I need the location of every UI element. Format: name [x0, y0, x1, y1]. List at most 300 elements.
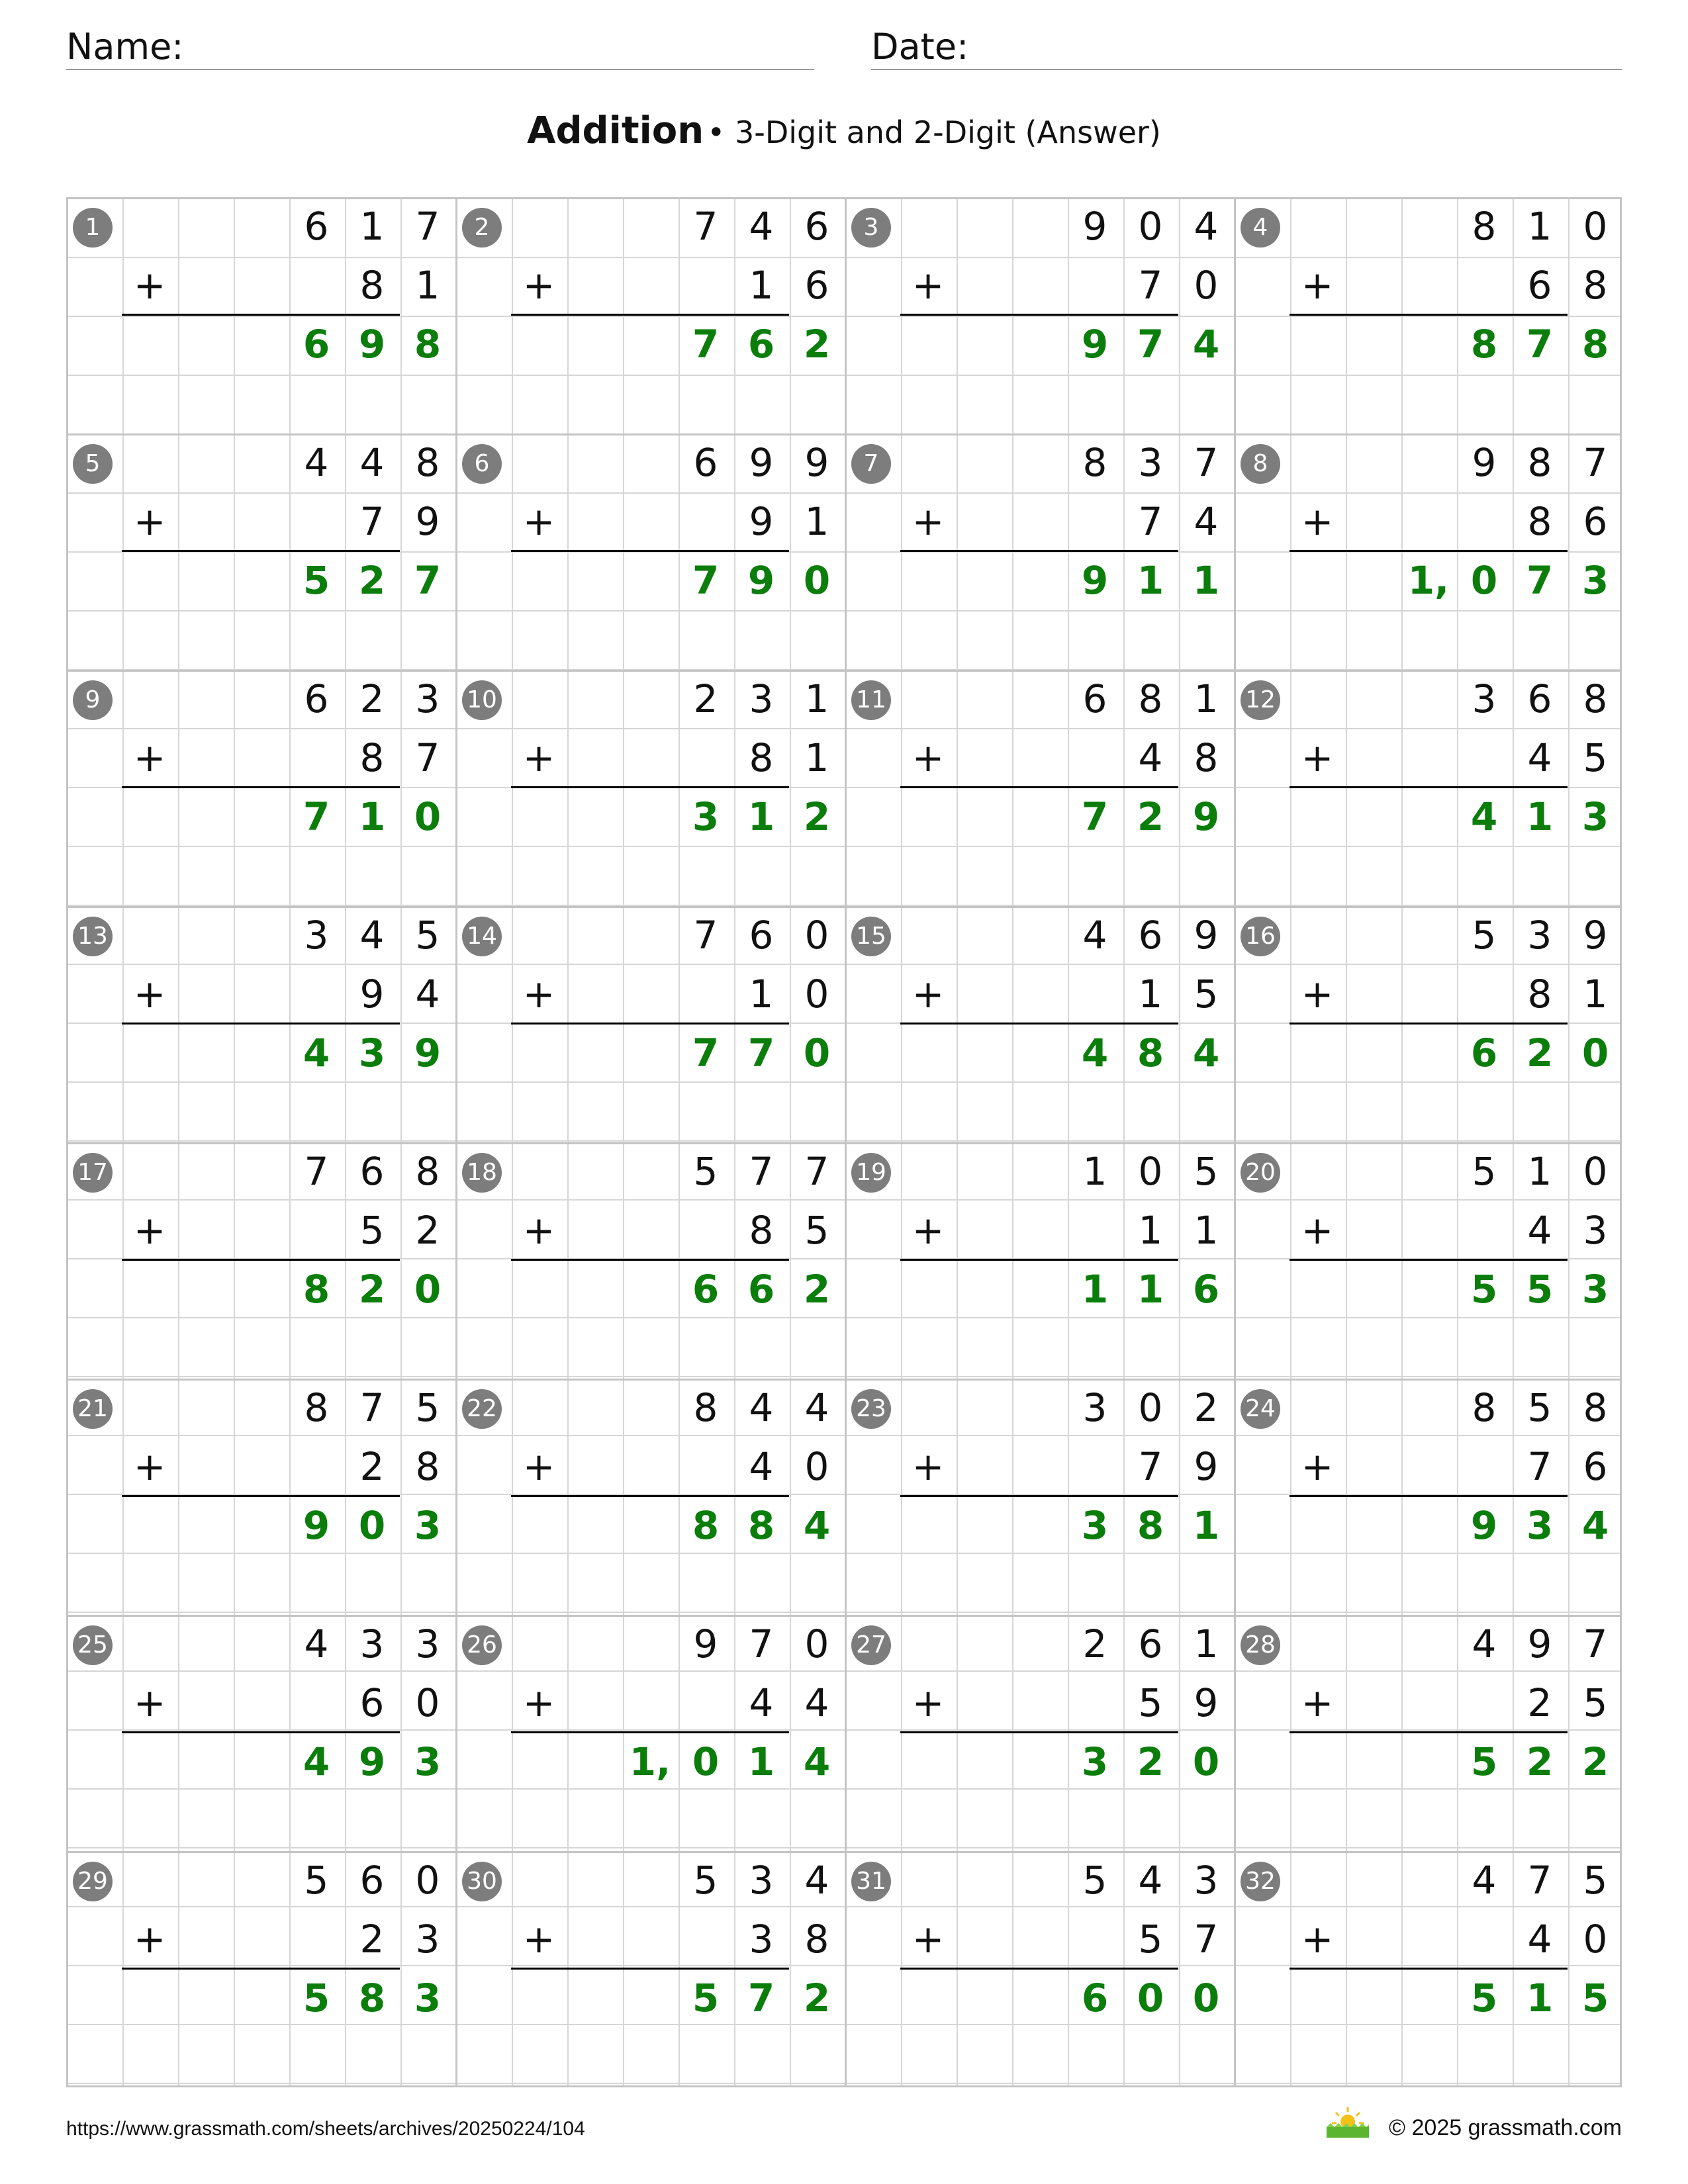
problem-23: [845, 1379, 1234, 1614]
addend-bottom-digit: 5: [359, 1208, 385, 1253]
addend-top-digit: 8: [415, 1149, 440, 1194]
answer-digit: 1,: [629, 1739, 671, 1784]
addend-bottom-digit: 0: [1583, 1917, 1608, 1962]
addend-top-digit: 0: [1138, 1149, 1163, 1194]
answer-digit: 0: [358, 1503, 386, 1548]
plus-sign: +: [1301, 1680, 1334, 1725]
addend-top-digit: 2: [359, 676, 385, 721]
addend-top-digit: 5: [304, 1858, 329, 1903]
addend-top-digit: 8: [1472, 204, 1497, 249]
problem-13: [66, 906, 455, 1142]
plus-sign: +: [133, 1208, 166, 1253]
addend-bottom-digit: 4: [1194, 499, 1219, 544]
addend-bottom-digit: 0: [804, 1444, 829, 1489]
answer-digit: 4: [1081, 1030, 1109, 1075]
answer-digit: 1: [1081, 1267, 1109, 1312]
addend-top-digit: 4: [304, 440, 329, 485]
answer-digit: 9: [1192, 794, 1220, 839]
footer-url: https://www.grassmath.com/sheets/archives/20250224/104: [66, 2118, 585, 2140]
addend-bottom-digit: 7: [1138, 499, 1163, 544]
addend-top-digit: 9: [749, 440, 774, 485]
addend-top-digit: 6: [359, 1858, 385, 1903]
problem-number-badge: 7: [851, 444, 891, 484]
addend-bottom-digit: 8: [415, 1444, 440, 1489]
problem-number-badge: 8: [1241, 444, 1280, 484]
answer-digit: 1: [1192, 1503, 1220, 1548]
answer-digit: 8: [1470, 322, 1498, 367]
problem-number-badge: 25: [73, 1625, 113, 1665]
plus-sign: +: [133, 1444, 166, 1489]
plus-sign: +: [1301, 1444, 1334, 1489]
problem-31: [845, 1851, 1234, 2087]
addend-top-digit: 3: [304, 913, 329, 958]
answer-digit: 5: [1470, 1267, 1498, 1312]
answer-digit: 4: [1192, 322, 1220, 367]
block-divider-horizontal: [68, 1851, 1620, 1853]
answer-digit: 8: [747, 1503, 775, 1548]
answer-digit: 6: [1081, 1976, 1109, 2021]
addend-top-digit: 5: [1472, 1149, 1497, 1194]
problem-number-badge: 29: [73, 1862, 113, 1901]
date-label: Date:: [871, 26, 969, 68]
addend-bottom-digit: 6: [1583, 1444, 1608, 1489]
answer-digit: 6: [747, 322, 775, 367]
addend-top-digit: 4: [304, 1621, 329, 1666]
addend-bottom-digit: 3: [415, 1917, 440, 1962]
problem-27: [845, 1615, 1234, 1850]
addend-bottom-digit: 6: [804, 263, 829, 308]
addend-top-digit: 4: [1472, 1621, 1497, 1666]
problem-number-badge: 5: [73, 444, 113, 484]
answer-digit: 2: [1526, 1739, 1554, 1784]
addend-top-digit: 4: [804, 1385, 829, 1430]
problem-12: [1234, 670, 1623, 905]
addend-top-digit: 5: [415, 1385, 440, 1430]
addend-bottom-digit: 4: [1527, 1208, 1552, 1253]
plus-sign: +: [522, 1680, 555, 1725]
addend-top-digit: 1: [1082, 1149, 1107, 1194]
answer-digit: 2: [803, 1267, 831, 1312]
addend-bottom-digit: 2: [1527, 1680, 1552, 1725]
addend-bottom-digit: 4: [1527, 735, 1552, 780]
answer-digit: 7: [303, 794, 330, 839]
addend-bottom-digit: 8: [359, 735, 385, 780]
answer-digit: 1,: [1407, 558, 1450, 603]
plus-sign: +: [133, 263, 166, 308]
addend-top-digit: 4: [1472, 1858, 1497, 1903]
addend-top-digit: 3: [415, 1621, 440, 1666]
answer-digit: 4: [303, 1739, 330, 1784]
problem-number-badge: 30: [462, 1862, 502, 1901]
addend-bottom-digit: 6: [1583, 499, 1608, 544]
problem-number-badge: 15: [851, 917, 891, 956]
answer-digit: 3: [414, 1976, 442, 2021]
answer-digit: 7: [692, 558, 720, 603]
plus-sign: +: [1301, 1917, 1334, 1962]
answer-digit: 4: [303, 1030, 330, 1075]
addend-top-digit: 9: [1194, 913, 1219, 958]
addend-bottom-digit: 5: [804, 1208, 829, 1253]
addend-bottom-digit: 1: [1194, 1208, 1219, 1253]
answer-digit: 7: [414, 558, 442, 603]
problem-9: [66, 670, 455, 905]
block-divider-horizontal: [68, 1615, 1620, 1617]
addend-top-digit: 6: [1138, 1621, 1163, 1666]
problem-number-badge: 11: [851, 680, 891, 720]
name-label: Name:: [66, 26, 184, 68]
plus-sign: +: [912, 735, 945, 780]
addend-bottom-digit: 7: [415, 735, 440, 780]
plus-sign: +: [133, 735, 166, 780]
plus-sign: +: [1301, 735, 1334, 780]
answer-digit: 0: [1137, 1976, 1164, 2021]
answer-digit: 4: [803, 1503, 831, 1548]
answer-digit: 5: [1526, 1267, 1554, 1312]
addend-top-digit: 1: [1194, 676, 1219, 721]
addend-bottom-digit: 4: [1138, 735, 1163, 780]
grass-sun-logo-icon: [1324, 2105, 1372, 2139]
addend-top-digit: 7: [1527, 1858, 1552, 1903]
answer-digit: 9: [414, 1030, 442, 1075]
answer-digit: 3: [414, 1739, 442, 1784]
plus-sign: +: [522, 1208, 555, 1253]
addend-top-digit: 6: [693, 440, 718, 485]
addend-top-digit: 4: [1082, 913, 1107, 958]
addend-top-digit: 1: [359, 204, 385, 249]
answer-digit: 7: [1526, 322, 1554, 367]
problem-32: [1234, 1851, 1623, 2087]
addend-top-digit: 7: [693, 913, 718, 958]
problem-number-badge: 26: [462, 1625, 502, 1665]
answer-digit: 2: [1137, 794, 1164, 839]
addend-bottom-digit: 1: [1138, 1208, 1163, 1253]
problem-8: [1234, 433, 1623, 669]
answer-digit: 4: [803, 1739, 831, 1784]
problem-number-badge: 10: [462, 680, 502, 720]
problem-number-badge: 13: [73, 917, 113, 956]
addend-bottom-digit: 2: [359, 1917, 385, 1962]
answer-digit: 6: [747, 1267, 775, 1312]
addend-bottom-digit: 1: [1138, 972, 1163, 1017]
problem-number-badge: 24: [1241, 1389, 1280, 1429]
problem-1: [66, 197, 455, 433]
answer-digit: 4: [1192, 1030, 1220, 1075]
answer-digit: 2: [803, 322, 831, 367]
addend-top-digit: 3: [359, 1621, 385, 1666]
addend-top-digit: 8: [693, 1385, 718, 1430]
addend-top-digit: 7: [1194, 440, 1219, 485]
addend-bottom-digit: 9: [359, 972, 385, 1017]
problem-grid: [66, 197, 1622, 2087]
addend-bottom-digit: 4: [415, 972, 440, 1017]
addend-top-digit: 5: [693, 1149, 718, 1194]
addend-top-digit: 6: [359, 1149, 385, 1194]
answer-digit: 8: [1581, 322, 1609, 367]
addend-top-digit: 6: [749, 913, 774, 958]
addend-top-digit: 9: [804, 440, 829, 485]
answer-digit: 0: [1581, 1030, 1609, 1075]
problem-7: [845, 433, 1234, 669]
problem-25: [66, 1615, 455, 1850]
answer-digit: 9: [1470, 1503, 1498, 1548]
plus-sign: +: [133, 499, 166, 544]
addend-bottom-digit: 1: [749, 263, 774, 308]
addend-top-digit: 8: [1082, 440, 1107, 485]
addend-bottom-digit: 5: [1138, 1680, 1163, 1725]
addend-top-digit: 0: [1138, 204, 1163, 249]
problem-6: [455, 433, 845, 669]
plus-sign: +: [522, 735, 555, 780]
addend-top-digit: 5: [1082, 1858, 1107, 1903]
addend-bottom-digit: 8: [749, 735, 774, 780]
answer-digit: 0: [1192, 1739, 1220, 1784]
answer-digit: 1: [1526, 794, 1554, 839]
answer-digit: 5: [1581, 1976, 1609, 2021]
block-divider-horizontal: [68, 906, 1620, 908]
addend-top-digit: 7: [749, 1149, 774, 1194]
answer-digit: 2: [1137, 1739, 1164, 1784]
problem-19: [845, 1142, 1234, 1378]
addend-bottom-digit: 9: [1194, 1444, 1219, 1489]
answer-digit: 3: [1581, 794, 1609, 839]
addend-top-digit: 4: [1194, 204, 1219, 249]
answer-digit: 3: [358, 1030, 386, 1075]
addend-bottom-digit: 7: [1527, 1444, 1552, 1489]
answer-digit: 3: [1581, 1267, 1609, 1312]
answer-digit: 4: [1581, 1503, 1609, 1548]
problem-number-badge: 19: [851, 1153, 891, 1193]
addend-top-digit: 7: [415, 204, 440, 249]
addend-top-digit: 6: [804, 204, 829, 249]
addend-top-digit: 9: [1527, 1621, 1552, 1666]
plus-sign: +: [1301, 263, 1334, 308]
answer-digit: 2: [803, 1976, 831, 2021]
problem-number-badge: 12: [1241, 680, 1280, 720]
problem-28: [1234, 1615, 1623, 1850]
problem-number-badge: 6: [462, 444, 502, 484]
answer-digit: 1: [1137, 1267, 1164, 1312]
problem-number-badge: 27: [851, 1625, 891, 1665]
plus-sign: +: [1301, 1208, 1334, 1253]
problem-11: [845, 670, 1234, 905]
addend-top-digit: 7: [693, 204, 718, 249]
worksheet-title: [0, 105, 1688, 166]
addend-bottom-digit: 3: [1583, 1208, 1608, 1253]
answer-digit: 1: [747, 1739, 775, 1784]
addend-top-digit: 0: [415, 1858, 440, 1903]
addend-bottom-digit: 5: [1138, 1917, 1163, 1962]
problem-number-badge: 4: [1241, 208, 1280, 248]
answer-digit: 1: [1526, 1976, 1554, 2021]
addend-top-digit: 5: [693, 1858, 718, 1903]
problem-29: [66, 1851, 455, 2087]
answer-digit: 7: [1137, 322, 1164, 367]
addend-bottom-digit: 8: [749, 1208, 774, 1253]
answer-digit: 9: [358, 322, 386, 367]
addend-top-digit: 0: [1583, 204, 1608, 249]
addend-top-digit: 9: [1583, 913, 1608, 958]
addend-bottom-digit: 8: [804, 1917, 829, 1962]
answer-digit: 8: [414, 322, 442, 367]
addend-bottom-digit: 4: [749, 1444, 774, 1489]
plus-sign: +: [912, 263, 945, 308]
addend-top-digit: 9: [1472, 440, 1497, 485]
addend-top-digit: 0: [1138, 1385, 1163, 1430]
problem-number-badge: 16: [1241, 917, 1280, 956]
addend-top-digit: 3: [1138, 440, 1163, 485]
name-field[interactable]: [66, 25, 814, 70]
answer-digit: 0: [692, 1739, 720, 1784]
answer-digit: 8: [303, 1267, 330, 1312]
addend-top-digit: 6: [1138, 913, 1163, 958]
plus-sign: +: [912, 972, 945, 1017]
answer-digit: 1: [1192, 558, 1220, 603]
problem-number-badge: 20: [1241, 1153, 1280, 1193]
answer-digit: 6: [692, 1267, 720, 1312]
problem-number-badge: 31: [851, 1862, 891, 1901]
addend-top-digit: 6: [1527, 676, 1552, 721]
addend-bottom-digit: 9: [1194, 1680, 1219, 1725]
answer-digit: 0: [1192, 1976, 1220, 2021]
answer-digit: 7: [692, 322, 720, 367]
addend-bottom-digit: 1: [804, 735, 829, 780]
answer-digit: 0: [803, 558, 831, 603]
block-divider-horizontal: [68, 1142, 1620, 1144]
answer-digit: 0: [414, 794, 442, 839]
answer-digit: 1: [358, 794, 386, 839]
plus-sign: +: [912, 1917, 945, 1962]
addend-top-digit: 2: [1194, 1385, 1219, 1430]
addend-bottom-digit: 2: [359, 1444, 385, 1489]
problem-number-badge: 14: [462, 917, 502, 956]
answer-digit: 8: [692, 1503, 720, 1548]
addend-top-digit: 5: [1583, 1858, 1608, 1903]
answer-digit: 8: [358, 1976, 386, 2021]
answer-digit: 9: [1081, 558, 1109, 603]
answer-digit: 0: [803, 1030, 831, 1075]
addend-top-digit: 5: [1527, 1385, 1552, 1430]
addend-top-digit: 4: [1138, 1858, 1163, 1903]
plus-sign: +: [912, 1680, 945, 1725]
answer-digit: 6: [303, 322, 330, 367]
answer-digit: 7: [1081, 794, 1109, 839]
addend-bottom-digit: 4: [749, 1680, 774, 1725]
title-main: Addition: [527, 109, 704, 152]
addend-bottom-digit: 1: [1583, 972, 1608, 1017]
answer-digit: 2: [803, 794, 831, 839]
addend-top-digit: 1: [1527, 1149, 1552, 1194]
answer-digit: 2: [1581, 1739, 1609, 1784]
problem-2: [455, 197, 845, 433]
addend-top-digit: 6: [1082, 676, 1107, 721]
addend-top-digit: 7: [1583, 440, 1608, 485]
addend-top-digit: 3: [749, 676, 774, 721]
block-divider-horizontal: [68, 1379, 1620, 1381]
addend-bottom-digit: 4: [1527, 1917, 1552, 1962]
problem-number-badge: 21: [73, 1389, 113, 1429]
addend-top-digit: 4: [749, 1385, 774, 1430]
addend-top-digit: 1: [1527, 204, 1552, 249]
answer-digit: 3: [1081, 1739, 1109, 1784]
problem-4: [1234, 197, 1623, 433]
date-field[interactable]: [871, 25, 1622, 70]
addend-top-digit: 8: [415, 440, 440, 485]
addend-bottom-digit: 7: [359, 499, 385, 544]
addend-top-digit: 8: [304, 1385, 329, 1430]
problem-number-badge: 32: [1241, 1862, 1280, 1901]
problem-17: [66, 1142, 455, 1378]
plus-sign: +: [522, 1444, 555, 1489]
answer-digit: 0: [1470, 558, 1498, 603]
problem-14: [455, 906, 845, 1142]
addend-top-digit: 7: [359, 1385, 385, 1430]
addend-bottom-digit: 0: [1194, 263, 1219, 308]
addend-top-digit: 4: [359, 913, 385, 958]
addend-bottom-digit: 6: [1527, 263, 1552, 308]
addend-bottom-digit: 7: [1138, 1444, 1163, 1489]
addend-top-digit: 4: [804, 1858, 829, 1903]
addend-bottom-digit: 1: [804, 499, 829, 544]
problem-30: [455, 1851, 845, 2087]
problem-21: [66, 1379, 455, 1614]
addend-bottom-digit: 4: [804, 1680, 829, 1725]
problem-number-badge: 2: [462, 208, 502, 248]
answer-digit: 3: [1081, 1503, 1109, 1548]
addend-bottom-digit: 2: [415, 1208, 440, 1253]
addend-bottom-digit: 8: [1583, 263, 1608, 308]
answer-digit: 9: [1081, 322, 1109, 367]
addend-bottom-digit: 0: [804, 972, 829, 1017]
addend-top-digit: 9: [693, 1621, 718, 1666]
problem-18: [455, 1142, 845, 1378]
addend-top-digit: 4: [749, 204, 774, 249]
addend-bottom-digit: 9: [415, 499, 440, 544]
addend-bottom-digit: 1: [415, 263, 440, 308]
addend-bottom-digit: 0: [415, 1680, 440, 1725]
answer-digit: 4: [1470, 794, 1498, 839]
problem-15: [845, 906, 1234, 1142]
problem-26: [455, 1615, 845, 1850]
addend-top-digit: 3: [1082, 1385, 1107, 1430]
problem-10: [455, 670, 845, 905]
answer-digit: 6: [1192, 1267, 1220, 1312]
addend-bottom-digit: 8: [1527, 972, 1552, 1017]
addend-top-digit: 6: [304, 204, 329, 249]
addend-top-digit: 5: [415, 913, 440, 958]
answer-digit: 6: [1470, 1030, 1498, 1075]
addend-top-digit: 3: [415, 676, 440, 721]
addend-top-digit: 7: [749, 1621, 774, 1666]
addend-top-digit: 3: [1472, 676, 1497, 721]
answer-digit: 8: [1137, 1030, 1164, 1075]
answer-digit: 9: [747, 558, 775, 603]
answer-digit: 1: [1137, 558, 1164, 603]
answer-digit: 9: [303, 1503, 330, 1548]
problem-3: [845, 197, 1234, 433]
addend-top-digit: 9: [1082, 204, 1107, 249]
answer-digit: 2: [358, 558, 386, 603]
addend-top-digit: 8: [1583, 676, 1608, 721]
problem-number-badge: 18: [462, 1153, 502, 1193]
plus-sign: +: [133, 972, 166, 1017]
answer-digit: 2: [358, 1267, 386, 1312]
problem-number-badge: 1: [73, 208, 113, 248]
problem-22: [455, 1379, 845, 1614]
title-subtitle: • 3-Digit and 2-Digit (Answer): [707, 114, 1161, 150]
plus-sign: +: [522, 1917, 555, 1962]
answer-digit: 7: [747, 1030, 775, 1075]
addend-top-digit: 8: [1527, 440, 1552, 485]
